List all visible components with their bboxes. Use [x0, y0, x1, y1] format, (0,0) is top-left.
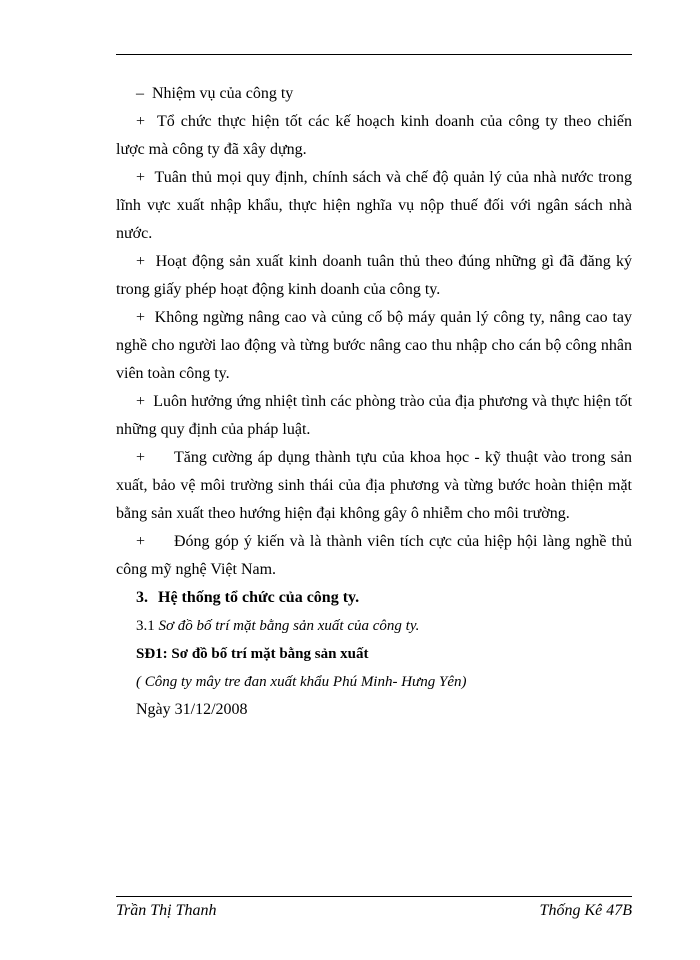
section-heading: [116, 584, 632, 612]
duty-text: Đóng góp ý kiến và là thành viên tích cực của hiệp hội làng nghề thủ công mỹ nghệ Việt Nam.: [116, 533, 632, 578]
footer-author: Trần Thị Thanh: [116, 902, 217, 919]
duty-item: [116, 164, 632, 248]
page-body: [116, 80, 632, 724]
plus-mark: +: [136, 169, 146, 186]
diagram-title: SĐ1: Sơ đồ bố trí mặt bằng sản xuất: [136, 646, 369, 662]
duties-heading: [116, 80, 632, 108]
duty-text: Tăng cường áp dụng thành tựu của khoa học - kỹ thuật vào trong sản xuất, bảo vệ môi trường sinh thái của địa phương và từng bước hoàn thiện mặt bằng sản xuất theo hướng hiện đại không gây ô nhiễm cho môi trường.: [116, 449, 632, 522]
subsection-title: Sơ đồ bố trí mặt bằng sản xuất của công ty.: [158, 618, 420, 634]
duties-label: Nhiệm vụ của công ty: [152, 85, 294, 102]
plus-mark: +: [136, 113, 146, 130]
subsection-heading: [116, 612, 632, 640]
duty-item: [116, 108, 632, 164]
footer-class: Thống Kê 47B: [539, 902, 632, 919]
section-title: Hệ thống tổ chức của công ty.: [158, 589, 360, 606]
plus-mark: +: [136, 253, 146, 270]
duty-text: Tuân thủ mọi quy định, chính sách và chế độ quản lý của nhà nước trong lĩnh vực xuất nhập khẩu, thực hiện nghĩa vụ nộp thuế đối với ngân sách nhà nước.: [116, 169, 633, 242]
plus-mark: +: [136, 449, 146, 466]
plus-mark: +: [136, 309, 146, 326]
duty-item: [116, 304, 632, 388]
diagram-source: ( Công ty mây tre đan xuất khẩu Phú Minh- Hưng Yên): [136, 674, 467, 690]
plus-mark: +: [136, 533, 146, 550]
duty-item: [116, 528, 632, 584]
subsection-number: 3.1: [136, 618, 155, 634]
duty-text: Luôn hưởng ứng nhiệt tình các phòng trào của địa phương và thực hiện tốt những quy định của pháp luật.: [116, 393, 633, 438]
header-rule: [116, 54, 632, 55]
duty-text: Hoạt động sản xuất kinh doanh tuân thủ theo đúng những gì đã đăng ký trong giấy phép hoạt động kinh doanh của công ty.: [116, 253, 632, 298]
duty-text: Không ngừng nâng cao và củng cố bộ máy quản lý công ty, nâng cao tay nghề cho người lao động và từng bước nâng cao thu nhập cho cán bộ công nhân viên toàn công ty.: [116, 309, 632, 382]
diagram-date: Ngày 31/12/2008: [136, 701, 248, 718]
duty-item: [116, 388, 632, 444]
dash-mark: –: [136, 85, 144, 102]
plus-mark: +: [136, 393, 146, 410]
duty-text: Tổ chức thực hiện tốt các kế hoạch kinh doanh của công ty theo chiến lược mà công ty đã xây dựng.: [116, 113, 633, 158]
duty-item: [116, 444, 632, 528]
section-number: 3.: [136, 589, 148, 606]
footer-rule: [116, 896, 632, 897]
duty-item: [116, 248, 632, 304]
